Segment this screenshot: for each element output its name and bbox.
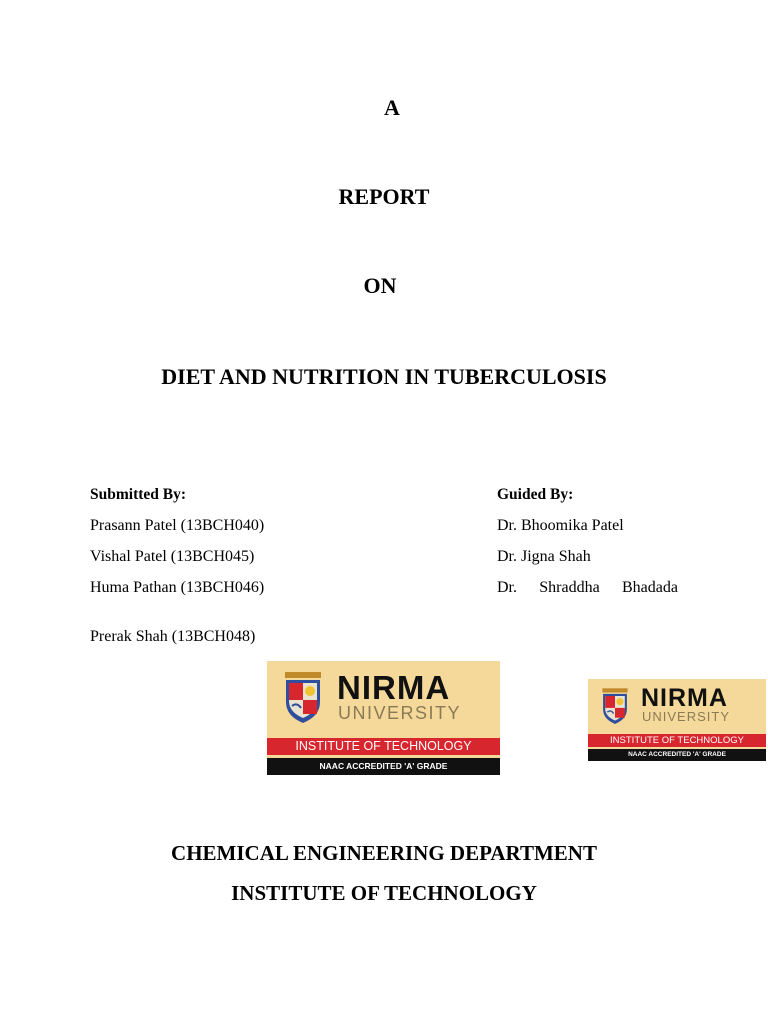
title-a: A [384, 95, 400, 120]
guide-last-name: Bhadada [622, 579, 678, 596]
guide-name: Dr. Jigna Shah [497, 548, 591, 565]
logo-institute-bar: INSTITUTE OF TECHNOLOGY [267, 738, 500, 755]
guided-by-heading: Guided By: [497, 486, 574, 503]
logo-accreditation-bar: NAAC ACCREDITED 'A' GRADE [588, 749, 766, 761]
title-on: ON [363, 273, 397, 298]
student-name: Prerak Shah (13BCH048) [90, 628, 256, 645]
submitted-by-heading: Submitted By: [90, 486, 187, 503]
report-topic: DIET AND NUTRITION IN TUBERCULOSIS [161, 364, 607, 389]
nirma-emblem-icon [601, 688, 629, 725]
logo-brand: NIRMA [641, 684, 728, 712]
logo-university: UNIVERSITY [642, 709, 731, 724]
guide-name: Dr. Bhoomika Patel [497, 517, 624, 534]
logo-university: UNIVERSITY [338, 703, 462, 723]
department-name: CHEMICAL ENGINEERING DEPARTMENT [171, 841, 597, 865]
nirma-emblem-icon [283, 672, 323, 724]
title-report: REPORT [338, 184, 430, 209]
guide-name [497, 579, 678, 597]
guide-first-name: Shraddha [539, 579, 600, 596]
guide-prefix: Dr. [497, 579, 517, 596]
nirma-logo-large [267, 661, 500, 775]
nirma-logo-small [588, 679, 766, 761]
logo-institute-bar: INSTITUTE OF TECHNOLOGY [588, 734, 766, 747]
student-name: Huma Pathan (13BCH046) [90, 579, 265, 596]
logo-accreditation-bar: NAAC ACCREDITED 'A' GRADE [267, 758, 500, 775]
logo-brand: NIRMA [337, 669, 451, 706]
institute-name: INSTITUTE OF TECHNOLOGY [231, 881, 537, 905]
student-name: Vishal Patel (13BCH045) [90, 548, 255, 565]
student-name: Prasann Patel (13BCH040) [90, 517, 265, 534]
